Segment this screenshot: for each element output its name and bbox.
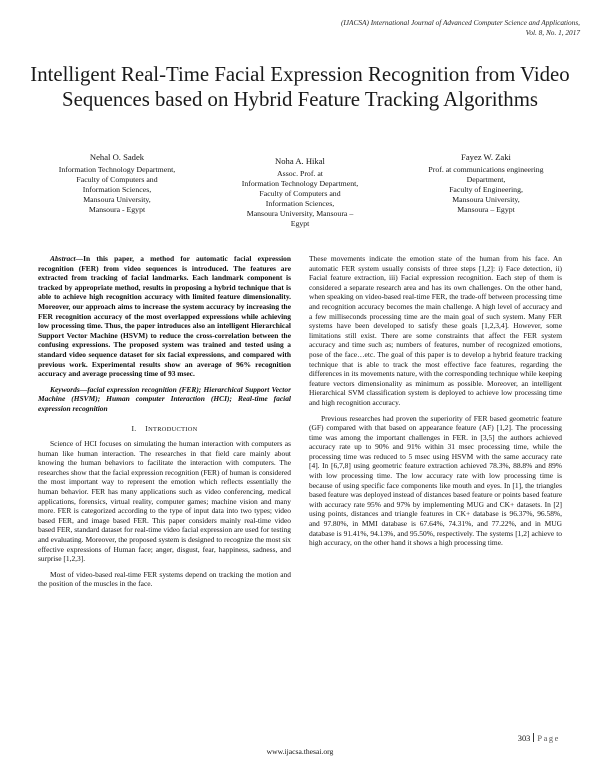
affiliation-line: Faculty of Computers and (76, 175, 158, 184)
keywords-label: Keywords (50, 384, 80, 394)
affiliation-line: Mansoura University, (452, 195, 520, 204)
affiliation-line: Assoc. Prof. at (277, 169, 323, 178)
author-name: Fayez W. Zaki (461, 152, 511, 162)
body-paragraph: Most of video-based real-time FER systems depend on tracking the motion and the position of the muscles in the face. (38, 569, 291, 589)
journal-volume: Vol. 8, No. 1, 2017 (525, 27, 580, 37)
author-block-1 (40, 152, 194, 215)
affiliation-line: Mansoura – Egypt (457, 205, 515, 214)
section-title-initial: I (145, 423, 149, 433)
affiliation-line: Mansoura University, (83, 195, 151, 204)
footer-url[interactable]: www.ijacsa.thesai.org (266, 747, 334, 756)
affiliation-line: Information Technology Department, (58, 165, 176, 174)
abstract-text: —In this paper, a method for automatic facial expression recognition (FER) from video sequences is introduced. The features are extracted from tracking of facial landmarks. Each landmark component is tracked by appropriate method, results in proposing a hybrid technique that is able to achieve high recognition accuracy with limited feature dimensionality. Moreover, our approach aims to increase the system accuracy by increasing the FER recognition accuracy of the most overlapped expressions while achieving low processing time. Thus, the paper introduces also an intelligent Hierarchical Support Vector Machine (HSVM) to reduce the cross-correlation between the confusing expressions. The proposed system was trained and tested using a standard video sequence dataset for six facial expressions, and compared with previous work. Experimental results show an average of 96% recognition accuracy and average processing time of 93 msec. (38, 254, 291, 379)
right-column (309, 254, 562, 548)
page-number-value: 303 (517, 734, 531, 743)
affiliation-line: Prof. at communications engineering (428, 165, 544, 174)
affiliation-line: Faculty of Computers and (259, 189, 341, 198)
affiliation-line: Mansoura University, Mansoura – (246, 209, 354, 218)
abstract (38, 254, 291, 379)
affiliation-line: Faculty of Engineering, (449, 185, 523, 194)
affiliation-line: Egypt (290, 219, 310, 228)
affiliation-line: Mansoura - Egypt (88, 205, 146, 214)
abstract-label: Abstract (50, 254, 76, 263)
section-number: I. (131, 423, 137, 433)
page-number-divider (533, 733, 534, 742)
body-paragraph: Science of HCI focuses on simulating the human interaction with computers as human like human interaction. The researches in that field care mainly about knowing the human behaviors to facilitate the interaction with computers. The researches show that the facial expression recognition (FER) of human is considered the most important way to represent the emotion which reflects essentially the human behavior. FER has many applications such as video conferencing, medical applications, forensics, virtual reality, computer games; machine vision and many more. FER is categorized according to the type of input data into two types; video based FER, and image based FER. This paper considers mainly real-time video based FER, standard dataset for real-time video facial expression are used for testing and evaluating. Moreover, the proposed system is designed to recognize the most six effective expressions of Human face; anger, disgust, fear, happiness, sadness, and surprise [1,2,3]. (38, 439, 291, 564)
section-title-rest: NTRODUCTION (148, 425, 198, 433)
page-number-word: Page (537, 734, 560, 743)
affiliation-line: Information Technology Department, (241, 179, 359, 188)
paper-title: Intelligent Real-Time Facial Expression Recognition from Video Sequences based on Hybrid Feature Tracking Algorithms (30, 63, 570, 111)
body-paragraph: These movements indicate the emotion state of the human from his face. An automatic FER system usually consists of three steps [1,2]: i) Face detection, ii) Facial feature extraction, iii) Facial expression recognition. Each step of them is considered a separate research area and has its own challenges. On the other hand, when speaking on video-based real-time FER, the trade-off between processing time and recognition accuracy becomes the main challenge. A high level of accuracy and a few milliseconds processing time are the main goal of such system. Many FER systems have been developed to satisfy these goals [1,2,3,4]. However, some limitations still exist. There are some constraints that affect the FER system accuracy and time such as; numbers of features, number of recognized emotions, pose of the face…etc. The goal of this paper is to develop a hybrid feature tracking technique that is able to track the most effective face features, regarding the differences in its movements nature, with the corresponding technique while keeping feature vectors dimensionality as minimum as possible. Moreover, an intelligent Hierarchical SVM classification system is deployed to achieve low processing time and high recognition accuracy. (309, 254, 562, 407)
journal-header (220, 18, 580, 37)
page-number (518, 733, 560, 743)
keywords (38, 385, 291, 414)
author-block-2 (220, 156, 380, 229)
author-name: Noha A. Hikal (275, 156, 325, 166)
left-column (38, 254, 291, 589)
affiliation-line: Information Sciences, (265, 199, 335, 208)
affiliation-line: Information Sciences, (82, 185, 152, 194)
affiliation-line: Department, (466, 175, 506, 184)
author-name: Nehal O. Sadek (89, 152, 145, 162)
section-heading (38, 424, 291, 435)
journal-name: (IJACSA) International Journal of Advanced Computer Science and Applications, (340, 18, 580, 27)
author-block-3 (404, 152, 568, 215)
keywords-text: —facial expression recognition (FER); Hierarchical Support Vector Machine (HSVM); Human computer Interaction (HCI); Real-time facial expression recognition (38, 384, 291, 413)
body-paragraph: Previous researches had proven the superiority of FER based geometric feature (GF) compared with that based on appearance feature (AF) [1,2]. The processing time was among the important challenges in FER. in [3,5] the authors achieved accuracy rate up to 90% and 91% within 31 msec processing time, while the processing time was reduced to 5 msec using HSVM with the same accuracy rate [4]. In [6,7,8] using geometric feature extraction achieved 78.3%, 88.8% and 89% with low processing time. The low accuracy rate with low processing time is because of using specific face components like mouth and eyes. In [1], the triangles based feature was deployed instead of distances based feature or points based feature with accuracy rate 95% and 97% by implementing MUG and CK+ datasets. In [2] using points, distances and triangle features in CK+ database is 96.37%, 96.58%, and 97.80%, in MMI database is 67.64%, 74.31%, and 77.22%, and in MUG database is 91.41%, 94.13%, and 95.50%, respectively. The systems [1,2] achieve to high accuracy, on the other hand it shows a high processing time. (309, 413, 562, 548)
